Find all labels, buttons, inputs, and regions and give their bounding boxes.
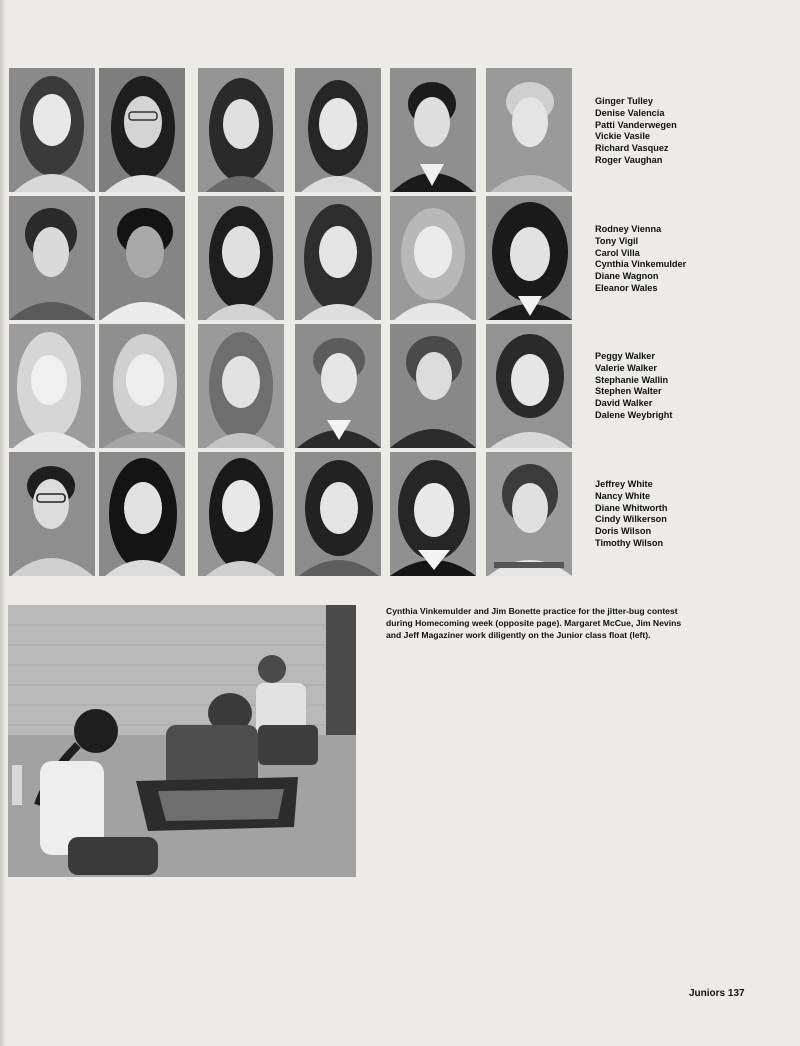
- student-photo: [9, 452, 95, 576]
- student-name: Ginger Tulley: [595, 96, 654, 106]
- portrait-row: [9, 452, 579, 578]
- student-photo: [99, 68, 185, 192]
- student-name: Valerie Walker: [595, 362, 657, 373]
- student-photo: [99, 324, 185, 448]
- student-photo: [295, 452, 381, 576]
- page-folio: Juniors 137: [689, 988, 745, 999]
- student-photo: [9, 68, 95, 192]
- student-photo: [99, 452, 185, 576]
- student-photo: [9, 196, 95, 320]
- student-name: Cindy Wilkerson: [595, 514, 667, 525]
- student-name: Jeffrey White: [595, 479, 653, 489]
- student-photo: [295, 324, 381, 448]
- student-name: Eleanor Wales: [595, 282, 658, 293]
- student-name: Roger Vaughan: [595, 154, 663, 165]
- candid-photo: [8, 605, 356, 877]
- student-name: Richard Vasquez: [595, 143, 669, 154]
- student-photo: [486, 68, 572, 192]
- student-photo: [486, 452, 572, 576]
- student-name: Dalene Weybright: [595, 409, 673, 420]
- student-photo: [486, 196, 572, 320]
- student-photo: [9, 324, 95, 448]
- student-photo: [295, 68, 381, 192]
- student-name: Carol Villa: [595, 247, 640, 258]
- student-photo: [198, 324, 284, 448]
- student-photo: [390, 196, 476, 320]
- student-name: Diane Whitworth: [595, 502, 668, 513]
- student-name: Stephen Walter: [595, 386, 662, 397]
- student-name: Rodney Vienna: [595, 224, 662, 234]
- portrait-row: [9, 324, 579, 450]
- student-photo: [99, 196, 185, 320]
- page-binding-shadow: [0, 0, 6, 1046]
- student-photo: [198, 452, 284, 576]
- name-list: [595, 224, 795, 295]
- student-name: Nancy White: [595, 490, 651, 501]
- student-photo: [390, 452, 476, 576]
- student-name: Patti Vanderwegen: [595, 119, 677, 130]
- student-name: Diane Wagnon: [595, 271, 659, 282]
- student-photo: [390, 68, 476, 192]
- student-name: Denise Valencia: [595, 107, 665, 118]
- student-name: Tony Vigil: [595, 235, 639, 246]
- student-photo: [390, 324, 476, 448]
- student-photo: [198, 196, 284, 320]
- name-list: [595, 96, 795, 167]
- photo-caption: Cynthia Vinkemulder and Jim Bonette practice for the jitter-bug contest during Homecoming week (opposite page). Margaret McCue, Jim Nevins and Jeff Magaziner work diligently on the Junior class float (left).: [386, 606, 682, 640]
- student-name: Doris Wilson: [595, 526, 652, 537]
- portrait-grid: [9, 68, 579, 576]
- name-list: [595, 351, 795, 422]
- student-photo: [486, 324, 572, 448]
- student-photo: [295, 196, 381, 320]
- student-photo: [198, 68, 284, 192]
- student-name: David Walker: [595, 398, 653, 409]
- portrait-row: [9, 68, 579, 194]
- portrait-row: [9, 196, 579, 322]
- student-name: Stephanie Wallin: [595, 374, 669, 385]
- student-name: Timothy Wilson: [595, 537, 664, 548]
- student-name: Cynthia Vinkemulder: [595, 259, 687, 270]
- name-list: [595, 479, 795, 550]
- student-name: Vickie Vasile: [595, 131, 651, 142]
- student-name: Peggy Walker: [595, 351, 655, 361]
